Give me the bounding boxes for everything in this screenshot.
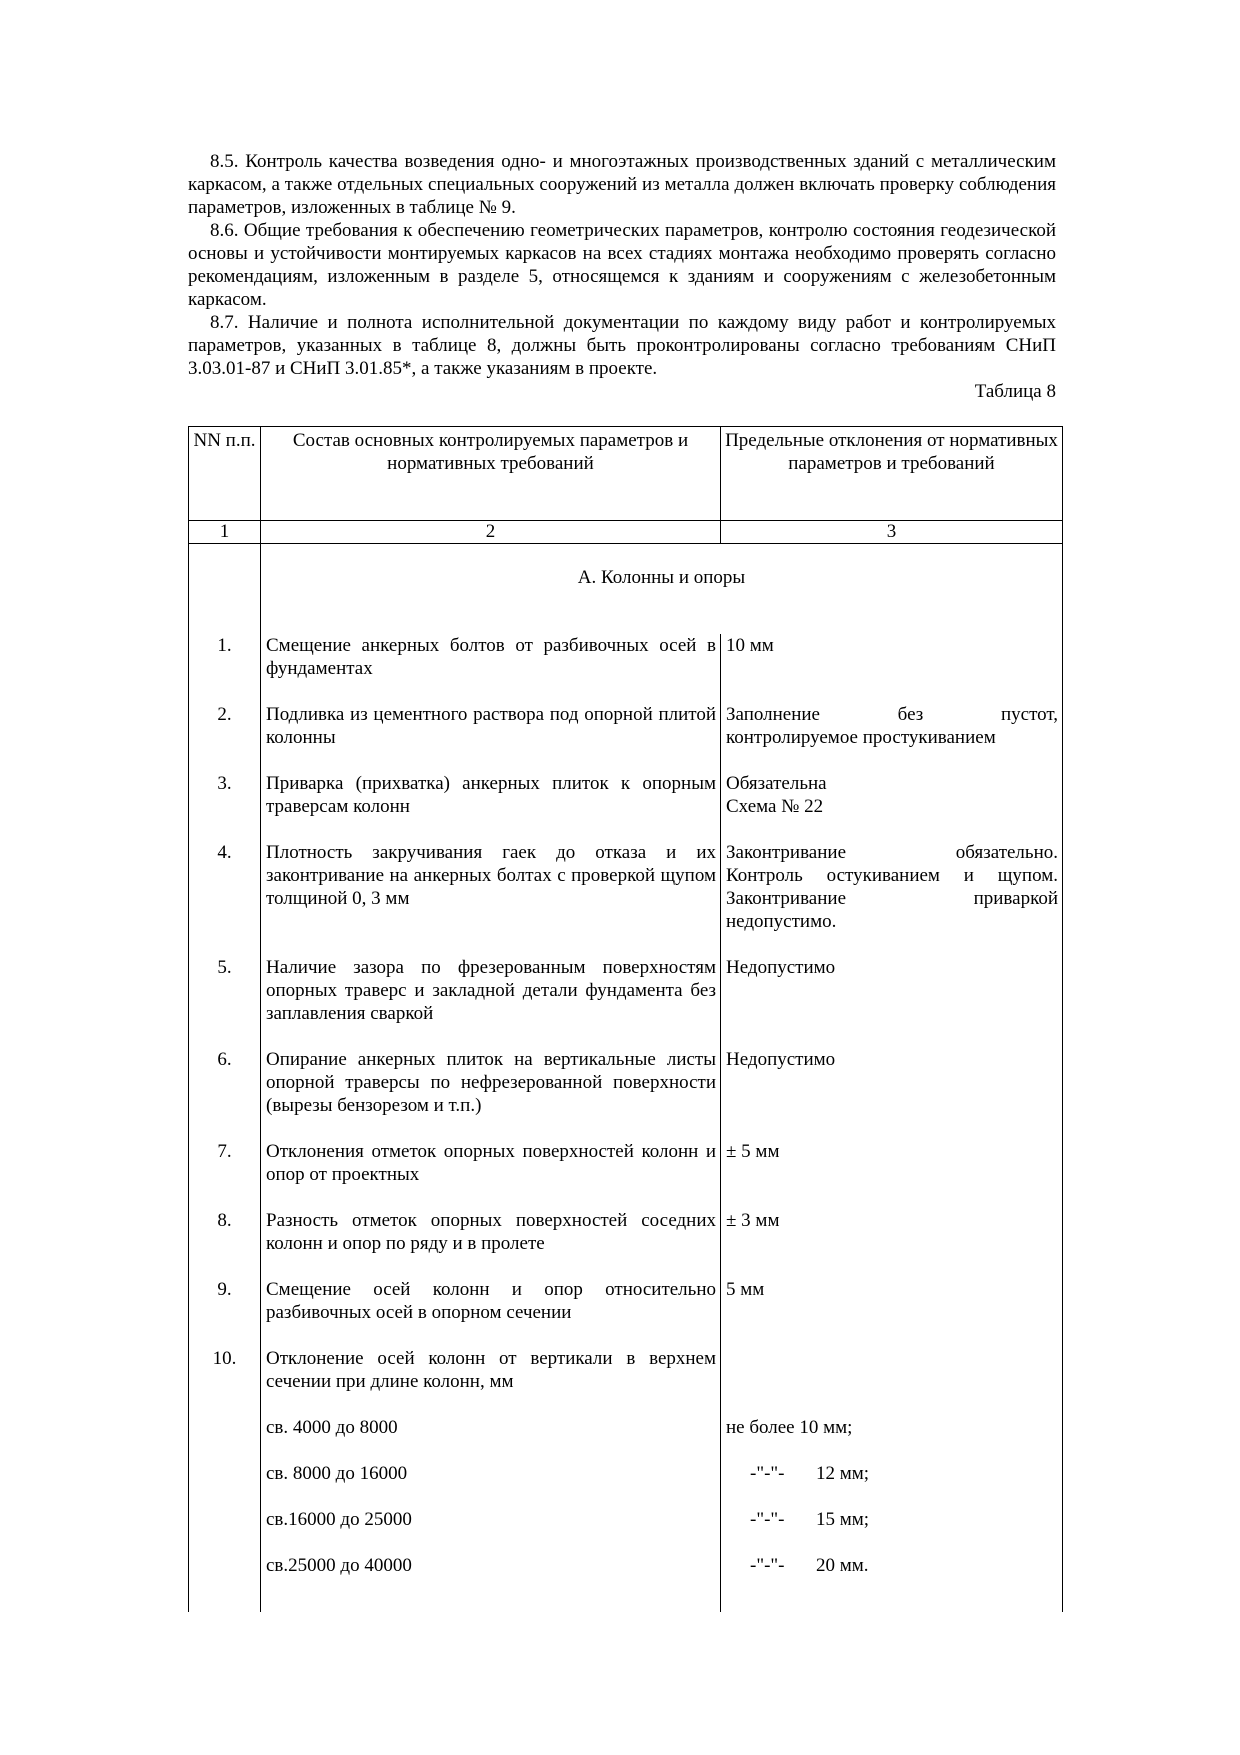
section-title: А. Колонны и опоры <box>261 544 1063 635</box>
row-limit: ± 3 мм <box>721 1209 1063 1278</box>
table-header-row <box>189 427 1063 521</box>
row-number: 3. <box>189 772 261 841</box>
subrow-range: св. 8000 до 16000 <box>261 1462 721 1508</box>
table-row <box>189 1278 1063 1347</box>
subrow-range: св.25000 до 40000 <box>261 1554 721 1600</box>
subrow-value: -"-"- 20 мм. <box>721 1554 1063 1600</box>
table-8 <box>188 426 1063 1612</box>
row-parameter: Подливка из цементного раствора под опорной плитой колонны <box>261 703 721 772</box>
header-deviations: Предельные отклонения от нормативных параметров и требований <box>721 427 1063 521</box>
table-subrow <box>189 1462 1063 1508</box>
row-number: 4. <box>189 841 261 956</box>
row-parameter: Отклонение осей колонн от вертикали в верхнем сечении при длине колонн, мм <box>261 1347 721 1416</box>
table-subrow <box>189 1508 1063 1554</box>
column-number: 3 <box>721 521 1063 544</box>
row-number: 10. <box>189 1347 261 1416</box>
subrow-value: -"-"- 15 мм; <box>721 1508 1063 1554</box>
row-number: 8. <box>189 1209 261 1278</box>
subrow-range: св.16000 до 25000 <box>261 1508 721 1554</box>
table-tail <box>189 1600 1063 1612</box>
row-number: 9. <box>189 1278 261 1347</box>
table-row <box>189 1209 1063 1278</box>
table-subrows <box>189 1416 1063 1600</box>
row-number: 5. <box>189 956 261 1048</box>
row-number: 1. <box>189 634 261 703</box>
table-row <box>189 956 1063 1048</box>
paragraph-8-5: 8.5. Контроль качества возведения одно- и многоэтажных производственных зданий с металлическим каркасом, а также отдельных специальных сооружений из металла должен включать проверку соблюдения параметров, изложенных в таблице № 9. <box>188 151 1056 218</box>
column-number-row <box>189 521 1063 544</box>
row-parameter: Плотность закручивания гаек до отказа и их законтривание на анкерных болтах с проверкой щупом толщиной 0, 3 мм <box>261 841 721 956</box>
row-parameter: Приварка (прихватка) анкерных плиток к опорным траверсам колонн <box>261 772 721 841</box>
table-body <box>189 634 1063 1416</box>
document-body <box>188 150 1056 403</box>
header-number: NN п.п. <box>189 427 261 521</box>
ditto-mark: -"-"- <box>750 1555 785 1576</box>
row-limit: Законтривание обязательно. Контроль остукиванием и щупом. Законтривание приваркой недопустимо. <box>721 841 1063 956</box>
header-parameters: Состав основных контролируемых параметров и нормативных требований <box>261 427 721 521</box>
paragraph-8-7: 8.7. Наличие и полнота исполнительной документации по каждому виду работ и контролируемых параметров, указанных в таблице 8, должны быть проконтролированы согласно требованиям СНиП 3.03.01-87 и СНиП 3.01.85*, а также указаниям в проекте. <box>188 312 1056 379</box>
column-number: 1 <box>189 521 261 544</box>
row-limit: 5 мм <box>721 1278 1063 1347</box>
section-row <box>189 544 1063 635</box>
table-row <box>189 841 1063 956</box>
subrow-value: -"-"- 12 мм; <box>721 1462 1063 1508</box>
row-limit: Недопустимо <box>721 956 1063 1048</box>
row-parameter: Опирание анкерных плиток на вертикальные листы опорной траверсы по нефрезерованной поверхности (вырезы бензорезом и т.п.) <box>261 1048 721 1140</box>
table-subrow <box>189 1416 1063 1462</box>
table-subrow <box>189 1554 1063 1600</box>
table-row <box>189 1048 1063 1140</box>
column-number: 2 <box>261 521 721 544</box>
row-number: 2. <box>189 703 261 772</box>
row-parameter: Наличие зазора по фрезерованным поверхностям опорных траверс и закладной детали фундамента без заплавления сваркой <box>261 956 721 1048</box>
table-row <box>189 703 1063 772</box>
subrow-range: св. 4000 до 8000 <box>261 1416 721 1462</box>
table-row <box>189 634 1063 703</box>
table-row <box>189 772 1063 841</box>
row-parameter: Разность отметок опорных поверхностей соседних колонн и опор по ряду и в пролете <box>261 1209 721 1278</box>
subrow-value: не более 10 мм; <box>721 1416 1063 1462</box>
row-parameter: Смещение осей колонн и опор относительно разбивочных осей в опорном сечении <box>261 1278 721 1347</box>
ditto-mark: -"-"- <box>750 1463 785 1484</box>
table-row <box>189 1140 1063 1209</box>
row-limit: Недопустимо <box>721 1048 1063 1140</box>
row-number: 7. <box>189 1140 261 1209</box>
row-parameter: Отклонения отметок опорных поверхностей колонн и опор от проектных <box>261 1140 721 1209</box>
table-label: Таблица 8 <box>974 381 1056 402</box>
row-number: 6. <box>189 1048 261 1140</box>
row-limit: 10 мм <box>721 634 1063 703</box>
row-parameter: Смещение анкерных болтов от разбивочных осей в фундаментах <box>261 634 721 703</box>
row-limit: ± 5 мм <box>721 1140 1063 1209</box>
ditto-mark: -"-"- <box>750 1509 785 1530</box>
row-limit <box>721 1347 1063 1416</box>
row-limit: Обязательна Схема № 22 <box>721 772 1063 841</box>
table-row <box>189 1347 1063 1416</box>
row-limit: Заполнение без пустот, контролируемое простукиванием <box>721 703 1063 772</box>
paragraph-8-6: 8.6. Общие требования к обеспечению геометрических параметров, контролю состояния геодезической основы и устойчивости монтируемых каркасов на всех стадиях монтажа необходимо проверять согласно рекомендациям, изложенным в разделе 5, относящемся к зданиям и сооружениям с железобетонным каркасом. <box>188 220 1056 310</box>
